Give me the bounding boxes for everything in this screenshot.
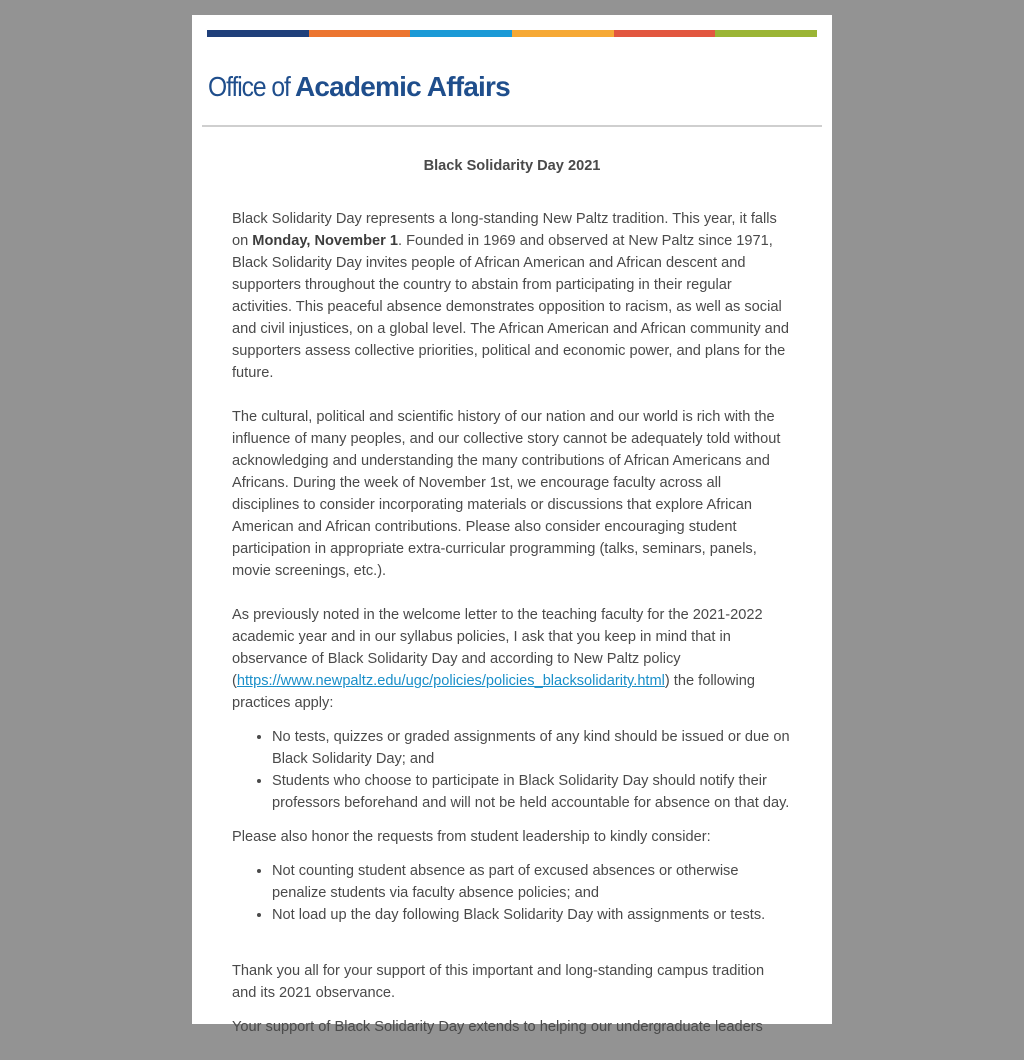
intro-text-end: . Founded in 1969 and observed at New Paltz since 1971, Black Solidarity Day invites people of African American and African descent and supporters throughout the country to abstain from participating in their regular activities. This peaceful absence demonstrates opposition to racism, as well as social and civil injustices, on a global level. The African American and African community and supporters assess collective priorities, political and economic power, and plans for the future. [232, 233, 790, 381]
logo-text-light: Office of [208, 71, 290, 102]
policy-text-end: ) the following practices apply: [232, 673, 755, 711]
paragraph-history: The cultural, political and scientific history of our nation and our world is rich with the influence of many peoples, and our collective story cannot be adequately told without acknowledging and understanding the many contributions of African Americans and Africans. During the week of November 1st, we encourage faculty across all disciplines to consider incorporating materials or discussions that explore African American and African contributions. Please also consider encouraging student participation in appropriate extra-curricular programming (talks, seminars, panels, movie screenings, etc.). [232, 409, 781, 579]
header-divider [202, 125, 822, 127]
list-item: • Not load up the day following Black Solidarity Day with assignments or tests. [272, 904, 792, 926]
paragraph-intro [232, 208, 792, 384]
email-title: Black Solidarity Day 2021 [423, 158, 601, 174]
intro-date: Monday, November 1 [252, 233, 398, 249]
list-item: • Not counting student absence as part of excused absences or otherwise penalize students via faculty absence policies; and [272, 860, 792, 904]
list-item: • No tests, quizzes or graded assignments of any kind should be issued or due on Black Solidarity Day; and [272, 726, 792, 770]
paragraph-support: Your support of Black Solidarity Day extends to helping our undergraduate leaders [232, 1019, 763, 1035]
practices-list [232, 726, 792, 814]
color-segment-red [614, 30, 716, 37]
office-logo [208, 71, 510, 103]
email-body [232, 155, 792, 1060]
intro-text-start: Black Solidarity Day represents a long-standing New Paltz tradition. This year, it falls on [232, 211, 777, 249]
color-segment-navy [207, 30, 309, 37]
paragraph-policy [232, 604, 792, 714]
logo-text-bold: Academic Affairs [294, 71, 510, 102]
policy-link[interactable]: https://www.newpaltz.edu/ugc/policies/policies_blacksolidarity.html [236, 673, 665, 689]
paragraph-requests: Please also honor the requests from student leadership to kindly consider: [232, 829, 711, 845]
color-segment-orange [309, 30, 411, 37]
color-segment-yellow [512, 30, 614, 37]
list-item: • Students who choose to participate in Black Solidarity Day should notify their professors beforehand and will not be held accountable for absence on that day. [272, 770, 792, 814]
requests-list [232, 860, 792, 926]
paragraph-thanks: Thank you all for your support of this important and long-standing campus tradition and its 2021 observance. [232, 963, 765, 1001]
header-color-bar [207, 30, 817, 37]
email-page [192, 15, 832, 1035]
color-segment-blue [410, 30, 512, 37]
policy-text-start: As previously noted in the welcome letter to the teaching faculty for the 2021-2022 academic year and in our syllabus policies, I ask that you keep in mind that in observance of Black Solidarity Day and according to New Paltz policy ( [232, 607, 763, 689]
color-segment-green [715, 30, 817, 37]
